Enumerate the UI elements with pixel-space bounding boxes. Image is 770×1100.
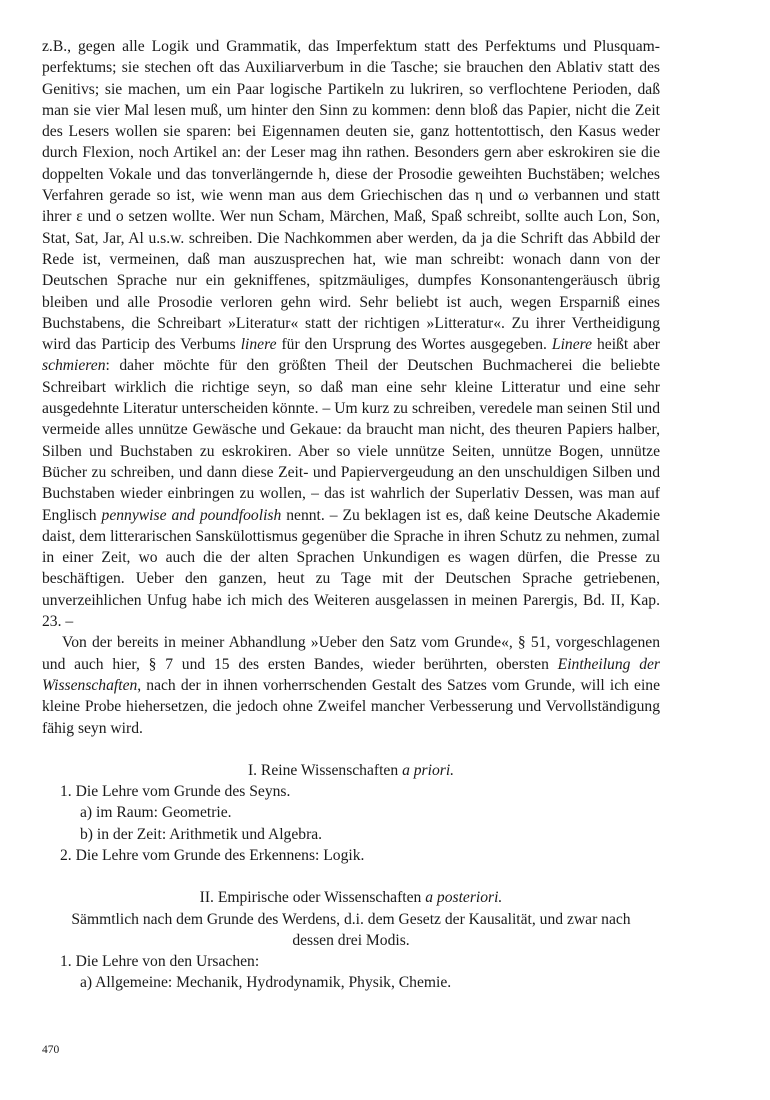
paragraph-1-segment: für den Ursprung des Wortes ausgegeben. — [276, 336, 552, 354]
paragraph-1-segment: pennywise and poundfoolish — [101, 506, 282, 524]
section-1-heading — [42, 760, 660, 781]
section-2-subheading-line-2: dessen drei Modis. — [292, 931, 410, 949]
paragraph-1-segment: nennt. – Zu beklagen ist es, daß keine Deutsche Akademie daist, dem litterarischen Sanskülottismus gegenüber die Sprache in ihren Schutz zu nehmen, zumal in einer Zeit, wo auch die der alten Sprachen Unkundigen es wagen dürfen, die Presse zu beschäftigen. Ueber den ganzen, heut zu Tage mit der Deutschen Sprache getriebenen, unverzeihlichen Unfug habe ich mich des Weiteren ausgelassen in meinen Parergis, Bd. II, Kap. 23. – — [42, 506, 660, 631]
paragraph-1-segment: schmieren — [42, 357, 106, 375]
section-2-subheading-line-1: Sämmtlich nach dem Grunde des Werdens, d.i. dem Gesetz der Kausalität, und zwar nach — [71, 910, 631, 928]
page-body — [42, 36, 660, 994]
paragraph-1-segment: linere — [240, 336, 277, 354]
body-paragraph-2 — [42, 632, 660, 738]
list-item: a) im Raum: Geometrie. — [80, 804, 232, 822]
paragraph-2-segment: Von der bereits in meiner Abhandlung »Ueber den Satz vom Grunde«, § 51, vorgeschlagenen und auch hier, § 7 und 15 des ersten Bandes, wieder berührten, obersten — [42, 634, 660, 673]
list-item: a) Allgemeine: Mechanik, Hydrodynamik, Physik, Chemie. — [80, 974, 452, 992]
section-2-heading-italic: a posteriori. — [425, 889, 503, 907]
section-2-list — [42, 951, 660, 994]
paragraph-1-segment: Linere — [551, 336, 593, 354]
section-2-heading — [42, 887, 660, 908]
section-1-heading-text: I. Reine Wissenschaften — [247, 761, 403, 779]
section-2-subheading — [42, 909, 660, 952]
list-item: 1. Die Lehre von den Ursachen: — [60, 953, 260, 971]
paragraph-2-segment: , nach der in ihnen vorherrschenden Gestalt des Satzes vom Grunde, will ich eine kleine Probe hiehersetzen, die jedoch ohne Zweifel mancher Verbesserung und Vervollständigung fähig seyn wird. — [42, 676, 660, 737]
section-1-heading-italic: a priori. — [402, 761, 455, 779]
body-paragraph-1 — [42, 36, 660, 632]
section-2-heading-text: II. Empirische oder Wissenschaften — [199, 889, 426, 907]
paragraph-1-segment: : daher möchte für den größten Theil der Deutschen Buchmacherei die beliebte Schreibart wirklich die richtige seyn, so daß man eine sehr kleine Litteratur und eine sehr ausgedehnte Literatur unterscheiden könnte. – Um kurz zu schreiben, veredele man seinen Stil und vermeide alles unnütze Gewäsche und Gekaue: da braucht man nicht, des theuren Papiers halber, Silben und Buchstaben zu eskrokiren. Aber so viele unnütze Seiten, unnütze Bogen, unnütze Bücher zu schreiben, und dann diese Zeit- und Papiervergeudung an den unschuldigen Silben und Buchstaben wieder einbringen zu wollen, – das ist wahrlich der Superlativ Dessen, was man auf Englisch — [42, 357, 660, 524]
page-number: 470 — [42, 1044, 60, 1056]
paragraph-1-segment: z.B., gegen alle Logik und Grammatik, das Imperfektum statt des Perfektums und Plusquamperfektums; sie stechen oft das Auxiliarverbum in die Tasche; sie brauchen den Ablativ statt des Genitivs; sie machen, um ein Paar logische Partikeln zu lukriren, so verflochtene Perioden, daß man sie vier Mal lesen muß, um hinter den Sinn zu kommen: denn bloß das Papier, nicht die Zeit des Lesers wollen sie sparen: bei Eigennamen deuten sie, ganz hottentottisch, den Kasus weder durch Flexion, noch Artikel an: der Leser mag ihn rathen. Besonders gern aber eskrokiren sie die doppelten Vokale und das tonverlängernde h, diese der Prosodie geweihten Buchstäben; welches Verfahren gerade so ist, wie wenn man aus dem Griechischen das η und ω verbannen und statt ihrer ε und ο setzen wollte. Wer nun Scham, Märchen, Maß, Spaß schreibt, sollte auch Lon, Son, Stat, Sat, Jar, Al u.s.w. schreiben. Die Nachkommen aber werden, da ja die Schrift das Abbild der Rede ist, vermeinen, daß man auszusprechen hat, wie man schreibt: wonach dann von der Deutschen Sprache nur ein gekniffenes, spitzmäuliges, dumpfes Konsonantengeräusch übrig bleiben und alle Prosodie verloren gehn wird. Sehr beliebt ist auch, wegen Ersparniß eines Buchstabens, die Schreibart »Literatur« statt der richtigen »Litteratur«. Zu ihrer Vertheidigung wird das Particip des Verbums — [42, 38, 660, 354]
paragraph-1-segment: heißt aber — [592, 336, 661, 354]
list-item: 2. Die Lehre vom Grunde des Erkennens: Logik. — [60, 846, 365, 864]
paragraph-2-segment: Eintheilung der Wissenschaften — [42, 655, 660, 694]
section-1-list — [42, 781, 660, 866]
list-item: 1. Die Lehre vom Grunde des Seyns. — [60, 783, 291, 801]
list-item: b) in der Zeit: Arithmetik und Algebra. — [80, 825, 323, 843]
